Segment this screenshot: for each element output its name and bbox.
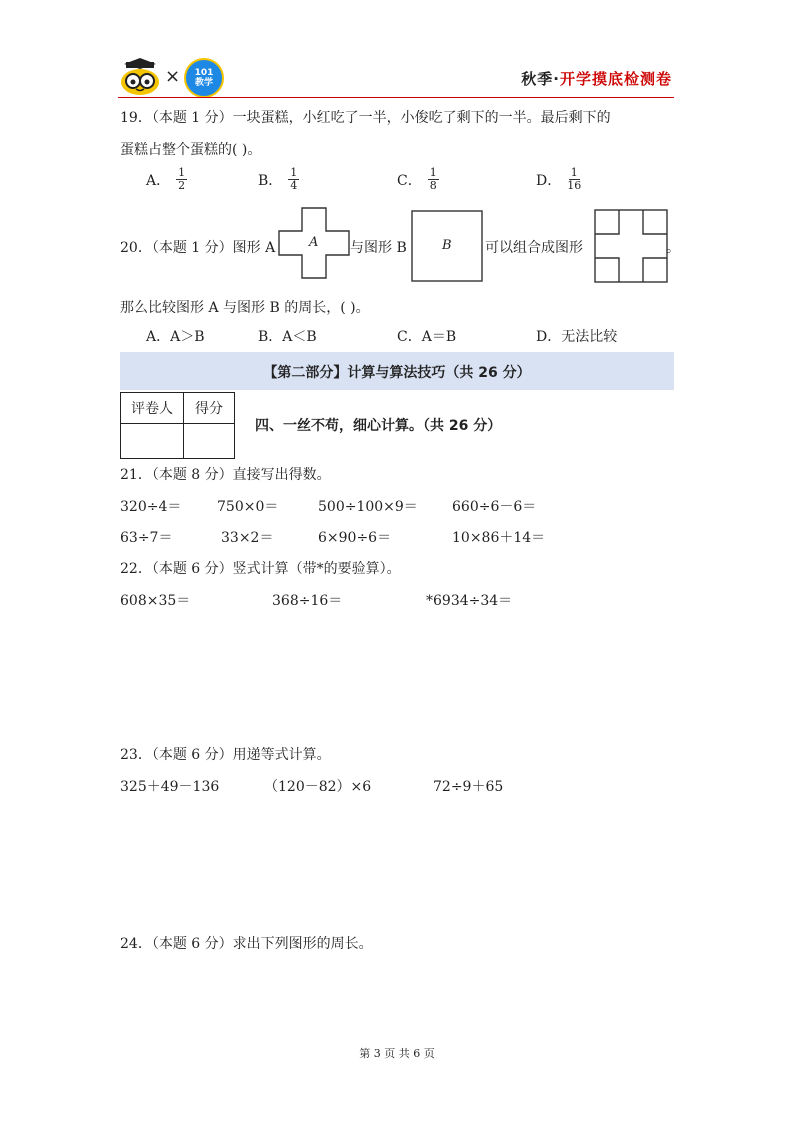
q19-option-d: D． $\frac{1}{16}$ [536, 166, 582, 192]
q22-item: 368÷16＝ [272, 593, 343, 609]
page-footer: 第 3 页 共 6 页 [359, 1047, 435, 1060]
brand-badge-text: 101 教学 [194, 68, 214, 88]
q19-line2: 蛋糕占整个蛋糕的( )。 [120, 142, 262, 158]
q21-item: 660÷6－6＝ [452, 499, 537, 515]
exam-title: 秋季·开学摸底检测卷 [521, 70, 672, 88]
part-four-title: 四、一丝不苟，细心计算。（共 26 分） [255, 418, 502, 434]
grader-reviewer-cell[interactable] [121, 424, 184, 459]
shape-a-label: A [309, 235, 319, 250]
q21-item: 750×0＝ [217, 499, 279, 515]
q22-item: *6934÷34＝ [426, 593, 513, 609]
q20-option-a: A．A＞B [146, 329, 205, 345]
fraction: $\frac{1}{16}$ [567, 166, 582, 192]
q20-option-d: D．无法比较 [536, 329, 618, 345]
header-logos [118, 58, 228, 98]
times-sign: × [165, 66, 181, 87]
q21-item: 10×86＋14＝ [452, 530, 546, 546]
grader-header-reviewer: 评卷人 [121, 393, 184, 424]
q19-option-c: C． $\frac{1}{8}$ [397, 166, 437, 192]
q21-item: 500÷100×9＝ [318, 499, 418, 515]
q20-option-b: B．A＜B [258, 329, 317, 345]
fraction: $\frac{1}{4}$ [290, 166, 298, 192]
q21-item: 33×2＝ [221, 530, 274, 546]
q19-line1: 19．（本题 1 分）一块蛋糕，小红吃了一半，小俊吃了剩下的一半。最后剩下的 [120, 110, 611, 126]
q21-item: 320÷4＝ [120, 499, 182, 515]
q20-line2: 那么比较图形 A 与图形 B 的周长，( )。 [120, 300, 370, 316]
grader-table [120, 392, 235, 459]
combined-shape [594, 209, 668, 283]
fraction: $\frac{1}{8}$ [429, 166, 437, 192]
q24-title: 24．（本题 6 分）求出下列图形的周长。 [120, 936, 373, 952]
fraction: $\frac{1}{2}$ [178, 166, 186, 192]
q23-title: 23．（本题 6 分）用递等式计算。 [120, 747, 331, 763]
q19-option-a: A． $\frac{1}{2}$ [146, 166, 186, 192]
q22-title: 22．（本题 6 分）竖式计算（带*的要验算）。 [120, 561, 401, 577]
q20-end-mark: 。 [666, 240, 680, 256]
q21-item: 6×90÷6＝ [318, 530, 392, 546]
section-band-title: 【第二部分】计算与算法技巧（共 26 分） [263, 365, 531, 381]
section-band [120, 352, 674, 390]
q23-item: 72÷9＋65 [433, 779, 504, 795]
q20-option-c: C．A＝B [397, 329, 457, 345]
grader-score-cell[interactable] [184, 424, 235, 459]
owl-mascot-icon [118, 58, 162, 96]
shape-b-label: B [442, 238, 452, 253]
q19-option-b: B． $\frac{1}{4}$ [258, 166, 298, 192]
q22-item: 608×35＝ [120, 593, 191, 609]
q20-prefix: 20．（本题 1 分）图形 A [120, 240, 276, 256]
brand-badge-icon [184, 58, 224, 98]
header-rule [118, 97, 674, 98]
q23-item: （120－82）×6 [264, 779, 372, 795]
q23-item: 325＋49－136 [120, 779, 220, 795]
grader-header-score: 得分 [184, 393, 235, 424]
q21-title: 21．（本题 8 分）直接写出得数。 [120, 467, 331, 483]
q20-mid: 与图形 B [350, 240, 407, 256]
q20-suffix: 可以组合成图形 [485, 240, 583, 256]
q21-item: 63÷7＝ [120, 530, 173, 546]
